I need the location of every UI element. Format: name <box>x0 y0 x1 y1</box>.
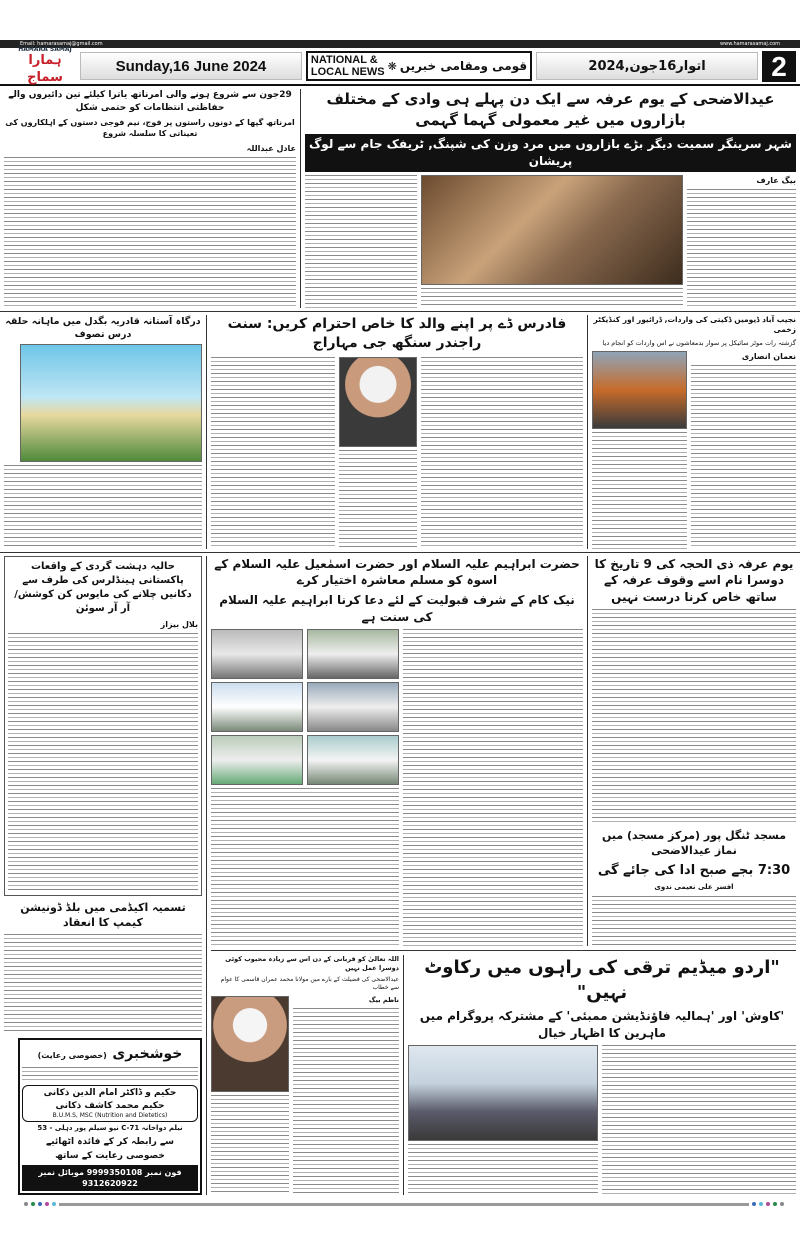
amarnath-story <box>4 89 296 308</box>
robbery-photo-bus <box>592 351 687 429</box>
row-divider-3 <box>211 950 796 951</box>
logo-english: HAMARA SAMAJ <box>18 45 72 53</box>
blood-camp-body <box>4 934 202 1034</box>
qurbani-byline: ناظم بیگ <box>368 995 399 1004</box>
footer-dot <box>766 1202 770 1206</box>
urdu-medium-body-row <box>408 1045 796 1196</box>
robbery-byline: نعمان انصاری <box>741 351 796 361</box>
advert-title-row <box>22 1042 198 1065</box>
lead-right-col <box>687 175 796 308</box>
qurbani-story <box>211 955 399 1196</box>
masjid-time: 7:30 بجے صبح ادا کی جائے گی <box>597 862 791 878</box>
row-1 <box>0 86 800 311</box>
ibrahim-photo-grid <box>211 629 399 946</box>
robbery-body-row <box>592 351 796 549</box>
advert-title-suffix: (خصوصی رعایت) <box>37 1051 107 1061</box>
footer-dot <box>752 1202 756 1206</box>
urdu-medium-photo-col <box>408 1045 598 1196</box>
footer-line <box>59 1203 749 1206</box>
date-urdu-box <box>536 52 758 80</box>
arafah-headline: یوم عرفہ ذی الحجہ کی 9 تاریخ کا دوسرا نام اسے وقوف عرفہ کے ساتھ خاص کرنا درست نہیں <box>594 556 794 605</box>
divider <box>206 315 207 549</box>
qurbani-text-col <box>293 996 399 1196</box>
urdu-medium-story <box>408 955 796 1196</box>
urdu-medium-body-2 <box>408 1144 598 1196</box>
ibrahim-photo-2 <box>307 629 399 679</box>
fathers-day-body-2 <box>211 357 335 549</box>
fathers-day-story <box>211 315 583 549</box>
urdu-medium-subheadline: 'کاوش' اور 'ہمالیہ فاؤنڈیشن ممبئی' کے مشترکہ پروگرام میں ماہرین کا اظہار خیال <box>419 1008 785 1040</box>
robbery-body-2 <box>592 432 687 549</box>
qurbani-body-row <box>211 996 399 1196</box>
advert-phones: فون نمبر 9999350108 موبائل نمبر 9312620922 <box>22 1165 198 1191</box>
logo-urdu: ہمارا سماج <box>27 52 63 85</box>
lead-photo-market <box>421 175 683 285</box>
ibrahim-photo-3 <box>211 682 303 732</box>
blood-camp-headline: تسمیہ اکیڈمی میں بلڈ ڈونیشن کیمپ کا انعقاد <box>20 900 186 929</box>
divider <box>587 315 588 549</box>
lead-body-right <box>687 189 796 308</box>
masjid-headline: مسجد ٹنگل پور (مرکز مسجد) میں نماز عیدالاضحی <box>601 828 787 858</box>
footer-bar <box>24 1202 784 1206</box>
masjid-byline: افسر علی نعیمی ندوی <box>654 882 734 891</box>
footer-dot <box>45 1202 49 1206</box>
section-title-english <box>311 54 385 78</box>
newspaper-page <box>0 40 800 1206</box>
lead-body-left <box>305 175 417 308</box>
lead-photo-col <box>421 175 683 308</box>
divider <box>403 955 404 1196</box>
footer-dot <box>24 1202 28 1206</box>
footer-dot <box>773 1202 777 1206</box>
advert-cta-1: سے رابطہ کر کے فائدہ اٹھائیے <box>45 1136 175 1147</box>
terror-box <box>4 556 202 896</box>
qurbani-body-1 <box>293 1008 399 1196</box>
lead-headline: عیدالاضحی کے یوم عرفہ سے ایک دن پہلے ہی وادی کے مختلف بازاروں میں غیر معمولی گہما گہمی <box>326 90 775 129</box>
lead-body-row <box>305 175 796 308</box>
row-3 <box>211 556 796 946</box>
qurbani-body-2 <box>211 1095 289 1196</box>
qurbani-photo-imam <box>211 996 289 1092</box>
dargah-photo <box>20 344 202 462</box>
logo <box>14 46 76 87</box>
arafah-body <box>592 609 796 825</box>
ibrahim-body-1 <box>403 629 583 946</box>
urdu-medium-body-1 <box>602 1045 796 1196</box>
ibrahim-photo-1 <box>211 629 303 679</box>
qurbani-photo-col <box>211 996 289 1196</box>
robbery-headline: نجیب آباد ڈیومیں ڈکیتی کی واردات, ڈرائیور اور کنڈیکٹر زخمی <box>593 314 796 335</box>
ibrahim-photo-5 <box>211 735 303 785</box>
amarnath-body <box>4 157 296 308</box>
masjid-body <box>592 896 796 946</box>
page-number: 2 <box>762 51 796 82</box>
section-english-line2: LOCAL NEWS <box>310 66 385 78</box>
date-english: Sunday,16 June 2024 <box>115 57 267 75</box>
terror-headline: حالیہ دہشت گردی کے واقعات پاکستانی ہینڈلرس کی طرف سے دکانیں چلانے کی مایوس کن کوشش/ آر آر سوئن <box>14 560 192 614</box>
left-column <box>4 556 202 1196</box>
robbery-story <box>592 315 796 549</box>
amarnath-subheadline: امرناتھ گپھا کے دونوں راستوں پر فوج، نیم فوجی دستوں کے اہلکاروں کی تعیناتی کا سلسلہ شروع <box>5 118 295 139</box>
lead-subheadline: شہر سرینگر سمیت دیگر بڑے بازاروں میں مرد وزن کی شپنگ, ٹریفک جام سے لوگ پریشان <box>305 134 796 172</box>
fathers-day-body-3 <box>339 450 417 549</box>
lead-story <box>305 89 796 308</box>
advert-address: نیلم دواخانہ C-71 نیو سیلم پور دہلی - 53 <box>37 1123 183 1132</box>
robbery-body <box>691 365 796 549</box>
advert-degrees: B.U.M.S, MSC (Nutrition and Dietetics) <box>52 1112 168 1120</box>
divider <box>300 89 301 308</box>
masthead <box>0 40 800 86</box>
fathers-day-photo-col <box>339 357 417 549</box>
ibrahim-body-2 <box>211 788 399 946</box>
date-english-box <box>80 52 302 80</box>
ibrahim-headline: حضرت ابراہیم علیہ السلام اور حضرت اسمٰعیل علیہ السلام کے اسوہ کو مسلم معاشرہ اختیار کرے <box>214 556 580 588</box>
robbery-subheadline: گزشتہ رات موٹر سائیکل پر سوار بدمعاشوں نے اس واردات کو انجام دیا <box>602 338 796 347</box>
email-strip <box>0 40 800 48</box>
urdu-medium-headline: "اردو میڈیم ترقی کی راہوں میں رکاوٹ نہیں" <box>424 956 780 1003</box>
lower-section <box>0 553 800 1199</box>
fathers-day-body-1 <box>421 357 583 549</box>
section-english-line1: NATIONAL & <box>310 53 378 66</box>
lead-body-bottom <box>421 288 683 308</box>
lead-byline: بیگ عارف <box>756 175 796 185</box>
robbery-photo-col <box>592 351 687 549</box>
website-text: www.hamarasamaj.com <box>720 41 780 47</box>
masthead-row <box>0 45 800 85</box>
ibrahim-photo-6 <box>307 735 399 785</box>
qurbani-headline: اللہ تعالیٰ کو قربانی کے دن اس سے زیادہ محبوب کوئی دوسرا عمل نہیں <box>225 954 399 972</box>
terror-byline: بلال بیزاز <box>160 619 198 629</box>
amarnath-headline: 29جون سے شروع ہونے والی امرناتھ یاترا کیلئے تین دائیروں والے حفاظتی انتظامات کو حتمی شکل <box>8 90 292 113</box>
advert-title: خوشخبری <box>112 1046 183 1063</box>
ibrahim-photo-row <box>211 629 399 679</box>
section-title-urdu: قومی ومقامی خبریں <box>399 59 528 73</box>
flower-icon: ❋ <box>387 59 397 73</box>
fathers-day-headline: فادرس ڈے پر اپنے والد کا خاص احترام کریں: سنت راجندر سنگھ جی مہاراج <box>227 315 567 352</box>
ibrahim-photo-4 <box>307 682 399 732</box>
divider <box>206 556 207 1196</box>
email-text: Email: hamarasamaj@gmail.com <box>20 41 103 47</box>
divider <box>587 556 588 946</box>
advert-names-box <box>22 1085 198 1122</box>
footer-dot <box>52 1202 56 1206</box>
section-title <box>306 51 532 81</box>
fathers-day-body-row <box>211 357 583 549</box>
arafah-masjid-column <box>592 556 796 946</box>
advert-box <box>18 1038 202 1195</box>
date-urdu: اتوار16جون,2024 <box>588 58 706 74</box>
ibrahim-photo-row <box>211 735 399 785</box>
ibrahim-story <box>211 556 583 946</box>
footer-dot <box>759 1202 763 1206</box>
advert-name-1: حکیم و ڈاکٹر امام الدین ذکانی <box>43 1087 177 1098</box>
ibrahim-subheadline: نیک کام کے شرف قبولیت کے لئے دعا کرنا ابراہیم علیہ السلام کی سنت ہے <box>219 593 575 624</box>
footer-dot <box>31 1202 35 1206</box>
footer-dot <box>780 1202 784 1206</box>
urdu-medium-photo <box>408 1045 598 1141</box>
ibrahim-photo-row <box>211 682 399 732</box>
footer-dot <box>38 1202 42 1206</box>
ibrahim-body-row <box>211 629 583 946</box>
fathers-day-photo <box>339 357 417 447</box>
terror-body <box>8 633 198 892</box>
robbery-text-col <box>691 351 796 549</box>
dargah-story <box>4 315 202 549</box>
row-4 <box>211 955 796 1196</box>
right-part <box>211 556 796 1196</box>
amarnath-byline: عادل عبداللہ <box>246 143 296 153</box>
advert-name-2: حکیم محمد کاشف ذکانی <box>55 1100 165 1111</box>
row-2 <box>0 312 800 552</box>
advert-cta-2: خصوصی رعایت کے ساتھ <box>55 1151 165 1162</box>
advert-body <box>22 1067 198 1083</box>
dargah-headline: درگاہ آستانہ قادریہ بگدل میں ماہانہ حلقہ درس تصوف <box>5 315 201 340</box>
dargah-body <box>4 465 202 548</box>
qurbani-subheadline: عیدالاضحی کی فضیلت کے بارے میں مولانا محمد عمران قاسمی کا عوام سے خطاب <box>220 975 399 992</box>
